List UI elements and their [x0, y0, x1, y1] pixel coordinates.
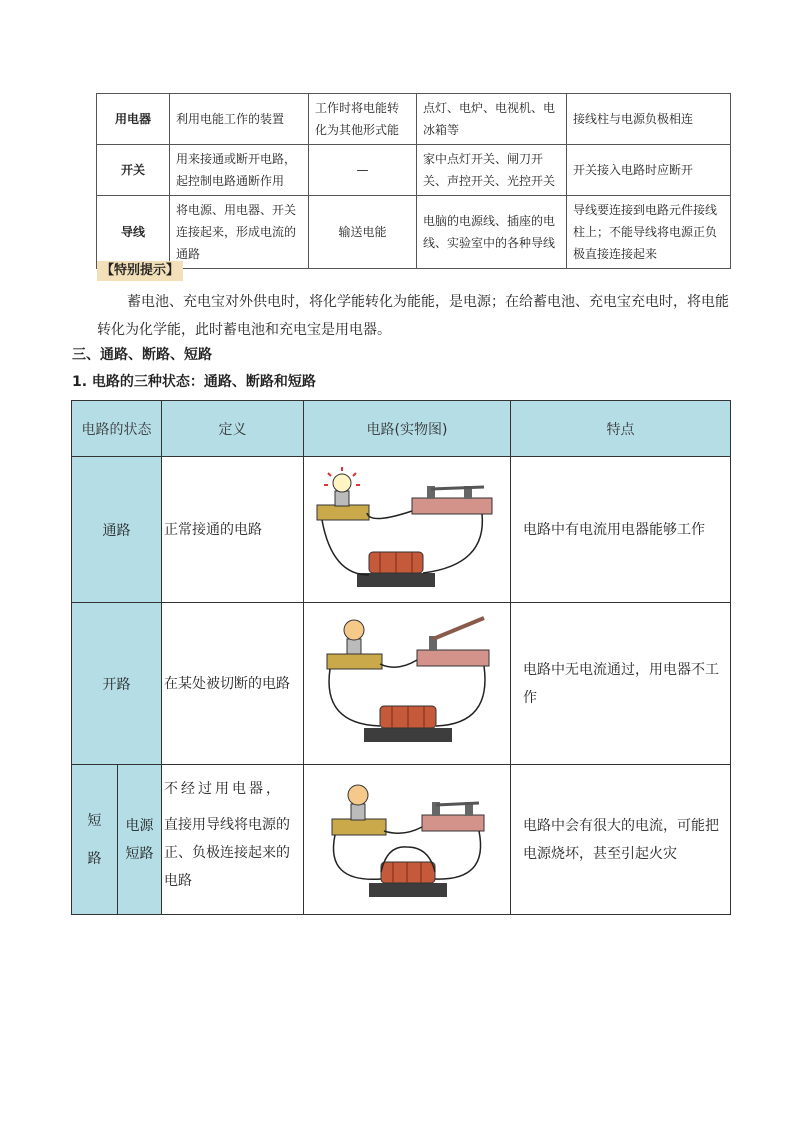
feature: 电路中有电流用电器能够工作	[511, 457, 731, 603]
circuit-states-table	[71, 400, 731, 915]
component-notes: 接线柱与电源负极相连	[567, 94, 731, 145]
special-tip-label: 【特别提示】	[97, 261, 183, 281]
short-circuit-diagram	[304, 765, 511, 915]
components-table	[96, 93, 731, 269]
definition: 在某处被切断的电路	[162, 603, 304, 765]
bulb-icon	[317, 467, 369, 520]
table-row	[97, 145, 731, 196]
header-state: 电路的状态	[72, 401, 162, 457]
component-examples: 点灯、电炉、电视机、电冰箱等	[417, 94, 567, 145]
component-energy: —	[309, 145, 417, 196]
switch-icon	[412, 486, 492, 514]
definition: 正常接通的电路	[162, 457, 304, 603]
state-power-short-circuit: 电源短路	[118, 765, 162, 915]
header-diagram: 电路(实物图)	[304, 401, 511, 457]
table-row	[97, 94, 731, 145]
table-row	[72, 765, 731, 915]
definition-line-2: 直接用导线将电源的正、负极连接起来的电路	[164, 817, 290, 889]
component-energy: 输送电能	[309, 196, 417, 269]
table-row	[72, 457, 731, 603]
open-circuit-diagram	[304, 603, 511, 765]
section-heading: 三、通路、断路、短路	[72, 347, 212, 363]
state-open-circuit: 开路	[72, 603, 162, 765]
component-notes: 开关接入电路时应断开	[567, 145, 731, 196]
component-name: 导线	[97, 196, 170, 269]
component-energy: 工作时将电能转化为其他形式能	[309, 94, 417, 145]
definition	[162, 765, 304, 915]
component-examples: 家中点灯开关、闸刀开关、声控开关、光控开关	[417, 145, 567, 196]
feature: 电路中无电流通过，用电器不工作	[511, 603, 731, 765]
special-tip-text: 蓄电池、充电宝对外供电时，将化学能转化为能能，是电源；在给蓄电池、充电宝充电时，将电能转化为化学能，此时蓄电池和充电宝是用电器。	[97, 294, 729, 338]
table-row	[97, 196, 731, 269]
header-definition: 定义	[162, 401, 304, 457]
header-feature: 特点	[511, 401, 731, 457]
closed-circuit-diagram	[304, 457, 511, 603]
table-row	[72, 603, 731, 765]
component-examples: 电脑的电源线、插座的电线、实验室中的各种导线	[417, 196, 567, 269]
bulb-icon	[332, 785, 386, 835]
component-function: 用来接通或断开电路，起控制电路通断作用	[170, 145, 309, 196]
switch-icon	[422, 802, 484, 831]
component-function: 将电源、用电器、开关连接起来，形成电流的通路	[170, 196, 309, 269]
definition-line-1: 不经过用电器，	[164, 781, 283, 797]
state-short-circuit: 短路	[72, 765, 118, 915]
sub-heading: 1. 电路的三种状态：通路、断路和短路	[72, 374, 316, 390]
bulb-icon	[327, 620, 382, 669]
component-function: 利用电能工作的装置	[170, 94, 309, 145]
component-name: 开关	[97, 145, 170, 196]
state-closed-circuit: 通路	[72, 457, 162, 603]
component-name: 用电器	[97, 94, 170, 145]
battery-icon	[364, 706, 452, 742]
component-notes: 导线要连接到电路元件接线柱上；不能导线将电源正负极直接连接起来	[567, 196, 731, 269]
table-header-row	[72, 401, 731, 457]
battery-icon	[357, 552, 435, 587]
feature: 电路中会有很大的电流，可能把电源烧坏，甚至引起火灾	[511, 765, 731, 915]
switch-icon	[417, 618, 489, 666]
